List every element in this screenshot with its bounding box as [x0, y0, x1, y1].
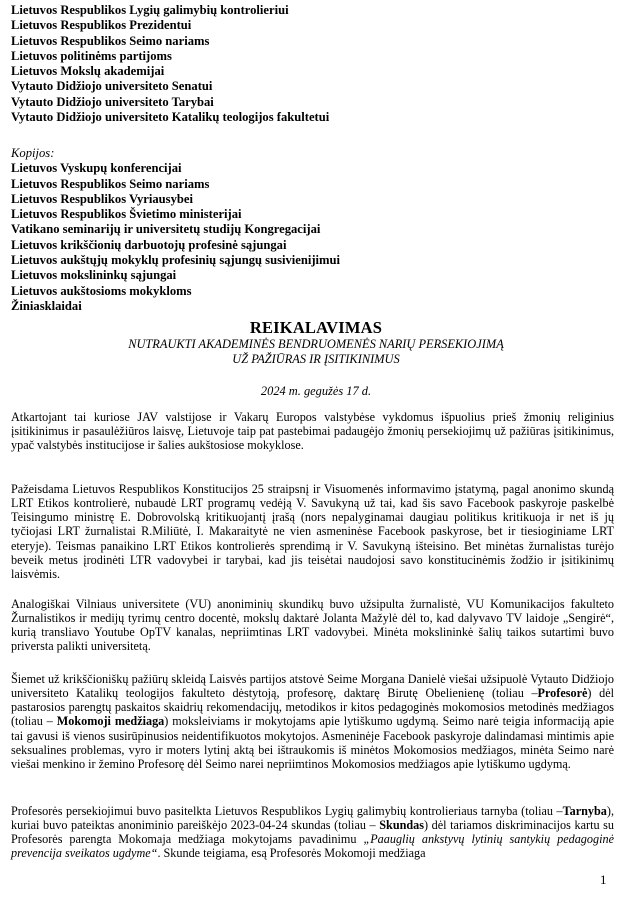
copy-recipient: Lietuvos aukštųjų mokyklų profesinių sąjungų susivienijimui [11, 253, 341, 268]
copy-recipient: Lietuvos Respublikos Seimo nariams [11, 176, 210, 191]
paragraph-5-text: . Skunde teigiama, esą Profesorės Mokomoji medžiaga [157, 846, 426, 861]
addressee-item: Lietuvos politinėms partijoms [11, 48, 172, 63]
copy-recipient: Lietuvos Respublikos Švietimo ministerijai [11, 207, 242, 222]
copy-recipient: Lietuvos mokslininkų sąjungai [11, 268, 177, 283]
paragraph-5-term-service: Tarnyba [562, 804, 607, 819]
paragraph-4-text: ) moksleiviams ir mokytojams apie lytiškumo ugdymą. Seimo narė teigia informaciją apie tai gavusi iš vienos susirūpinusios neidentifikuotos mokytojos. Asmeninėje Facebook paskyroje dalindamasi mintimis apie seksualines problemas, vyro ir moters lytinį aktą bei ištraukomis iš minėtos Mokomosios medžiagos, minėta Seimo narė viešai menkino ir žemino Profesorę dėl Seimo narei nepriimtinos Mokomosios medžiagos apie lytiškumo ugdymą. [11, 714, 614, 771]
document-subtitle-line-1: NUTRAUKTI AKADEMINĖS BENDRUOMENĖS NARIŲ PERSEKIOJIMĄ [128, 337, 504, 351]
paragraph-5 [11, 804, 614, 860]
paragraph-4-term-material: Mokomoji medžiaga [52, 714, 165, 729]
addressee-item: Lietuvos Mokslų akademijai [11, 64, 165, 79]
paragraph-5-text: ) dėl tariamos diskriminacijos kartu su Profesorės parengta Mokomaja medžiaga mokytojams pavadinimu [11, 818, 614, 847]
addressee-item: Vytauto Didžiojo universiteto Senatui [11, 79, 213, 94]
paragraph-5-text: ), kuriai buvo pateiktas anoniminio pareiškėjo 2023-04-24 skundas (toliau – [11, 804, 614, 833]
copy-recipient: Lietuvos Vyskupų konferencijai [11, 161, 182, 176]
paragraph-5-text: Profesorės persekiojimui buvo pasitelkta Lietuvos Respublikos Lygių galimybių kontrolieriaus tarnyba (toliau – [11, 804, 563, 819]
copy-recipient: Lietuvos Respublikos Vyriausybei [11, 191, 193, 206]
copies-label: Kopijos: [11, 146, 55, 160]
addressee-item: Vytauto Didžiojo universiteto Katalikų teologijos fakultetui [11, 110, 330, 125]
addressee-item: Vytauto Didžiojo universiteto Tarybai [11, 94, 214, 109]
paragraph-4 [11, 672, 614, 771]
paragraph-2: Pažeisdama Lietuvos Respublikos Konstitucijos 25 straipsnį ir Visuomenės informavimo įstatymą, pagal anonimo skundą LRT Etikos kontrolierė, nubaudė LRT programų vedėją V. Savukyną už tai, kad šis savo Facebook paskyroje paskelbė Teisingumo ministrę E. Dobrovolską kritikuojantį įrašą (nors nepalyginamai daugiau politikus kritikuoja ir net iš jų tyčiojasi LRT žurnalistai R.Miliūtė, I. Makaraitytė ne vien asmeninėse Facebook paskyrose, bet ir tiesioginiame LRT eteryje). Teismas panaikino LRT Etikos kontrolierės sprendimą ir V. Savukyną išteisino. Bet minėtas žurnalistas turėjo beveik metus įrodinėti LTR vadovybei ir tarybai, kad jis teisėtai naudojosi savo konstitucinėmis žodžio ir įsitikinimų laisvėmis. [11, 482, 614, 581]
document-title: REIKALAVIMAS [249, 318, 383, 337]
document-date: 2024 m. gegužės 17 d. [260, 384, 372, 398]
page-number: 1 [600, 872, 607, 887]
addressee-item: Lietuvos Respublikos Prezidentui [11, 18, 192, 33]
paragraph-1: Atkartojant tai kuriose JAV valstijose ir Vakarų Europos valstybėse vykdomus išpuolius prieš žmonių religinius įsitikinimus ir pasaulėžiūros laisvę, Lietuvoje taip pat pastebimai padaugėjo žmonių persekiojimų už pažiūras įsitikinimus, ypač valstybės institucijose ir šalies aukštosiose mokyklose. [11, 410, 614, 453]
paragraph-4-text: ) dėl pastarosios parengtų paskaitos skaidrių rekomendacijų, metodikos ir kitos pedagoginės mokomosios metodinės medžiagos (toliau – [11, 686, 614, 729]
paragraph-5-material-title: „Paauglių ankstyvų lytinių santykių pedagoginė prevencija sveikatos ugdyme“ [11, 832, 614, 861]
copy-recipient: Lietuvos aukštosioms mokykloms [11, 283, 192, 298]
copies-list [11, 146, 611, 314]
paragraph-4-text: Šiemet už krikščioniškų pažiūrų skleidą Laisvės partijos atstovė Seime Morgana Danielė viešai užsipuolė Vytauto Didžiojo universiteto Katalikų teologijos fakulteto dėstytoją, profesorę, daktarę Birutę Obelienienę (toliau – [11, 672, 614, 701]
addressee-list [11, 3, 611, 125]
document-heading [0, 319, 632, 366]
document-subtitle-line-2: UŽ PAŽIŪRAS IR ĮSITIKINIMUS [232, 351, 400, 366]
paragraph-5-term-complaint: Skundas [375, 818, 424, 833]
paragraph-3: Analogiškai Vilniaus universitete (VU) anoniminių skundikų buvo užsipulta žurnalistė, VU Komunikacijos fakulteto Žurnalistikos ir medijų tyrimų centro docentė, mokslų daktarė Jolanta Mažylė dėl to, kad dalyvavo TV laidoje „Sengirė“, kurią transliavo Youtube OpTV kanalas, nepriimtinas LRT vadovybei. Minėta mokslininkė šalių taikos sutartimi buvo priversta palikti universitetą. [11, 597, 614, 654]
addressee-item: Lietuvos Respublikos Seimo nariams [11, 33, 210, 48]
addressee-item: Lietuvos Respublikos Lygių galimybių kontrolieriui [11, 3, 289, 17]
paragraph-4-term-professor: Profesorė [537, 686, 588, 701]
copy-recipient: Žiniasklaidai [11, 298, 82, 313]
copy-recipient: Lietuvos krikščionių darbuotojų profesinė sąjungai [11, 237, 287, 252]
copy-recipient: Vatikano seminarijų ir universitetų studijų Kongregacijai [11, 222, 321, 237]
